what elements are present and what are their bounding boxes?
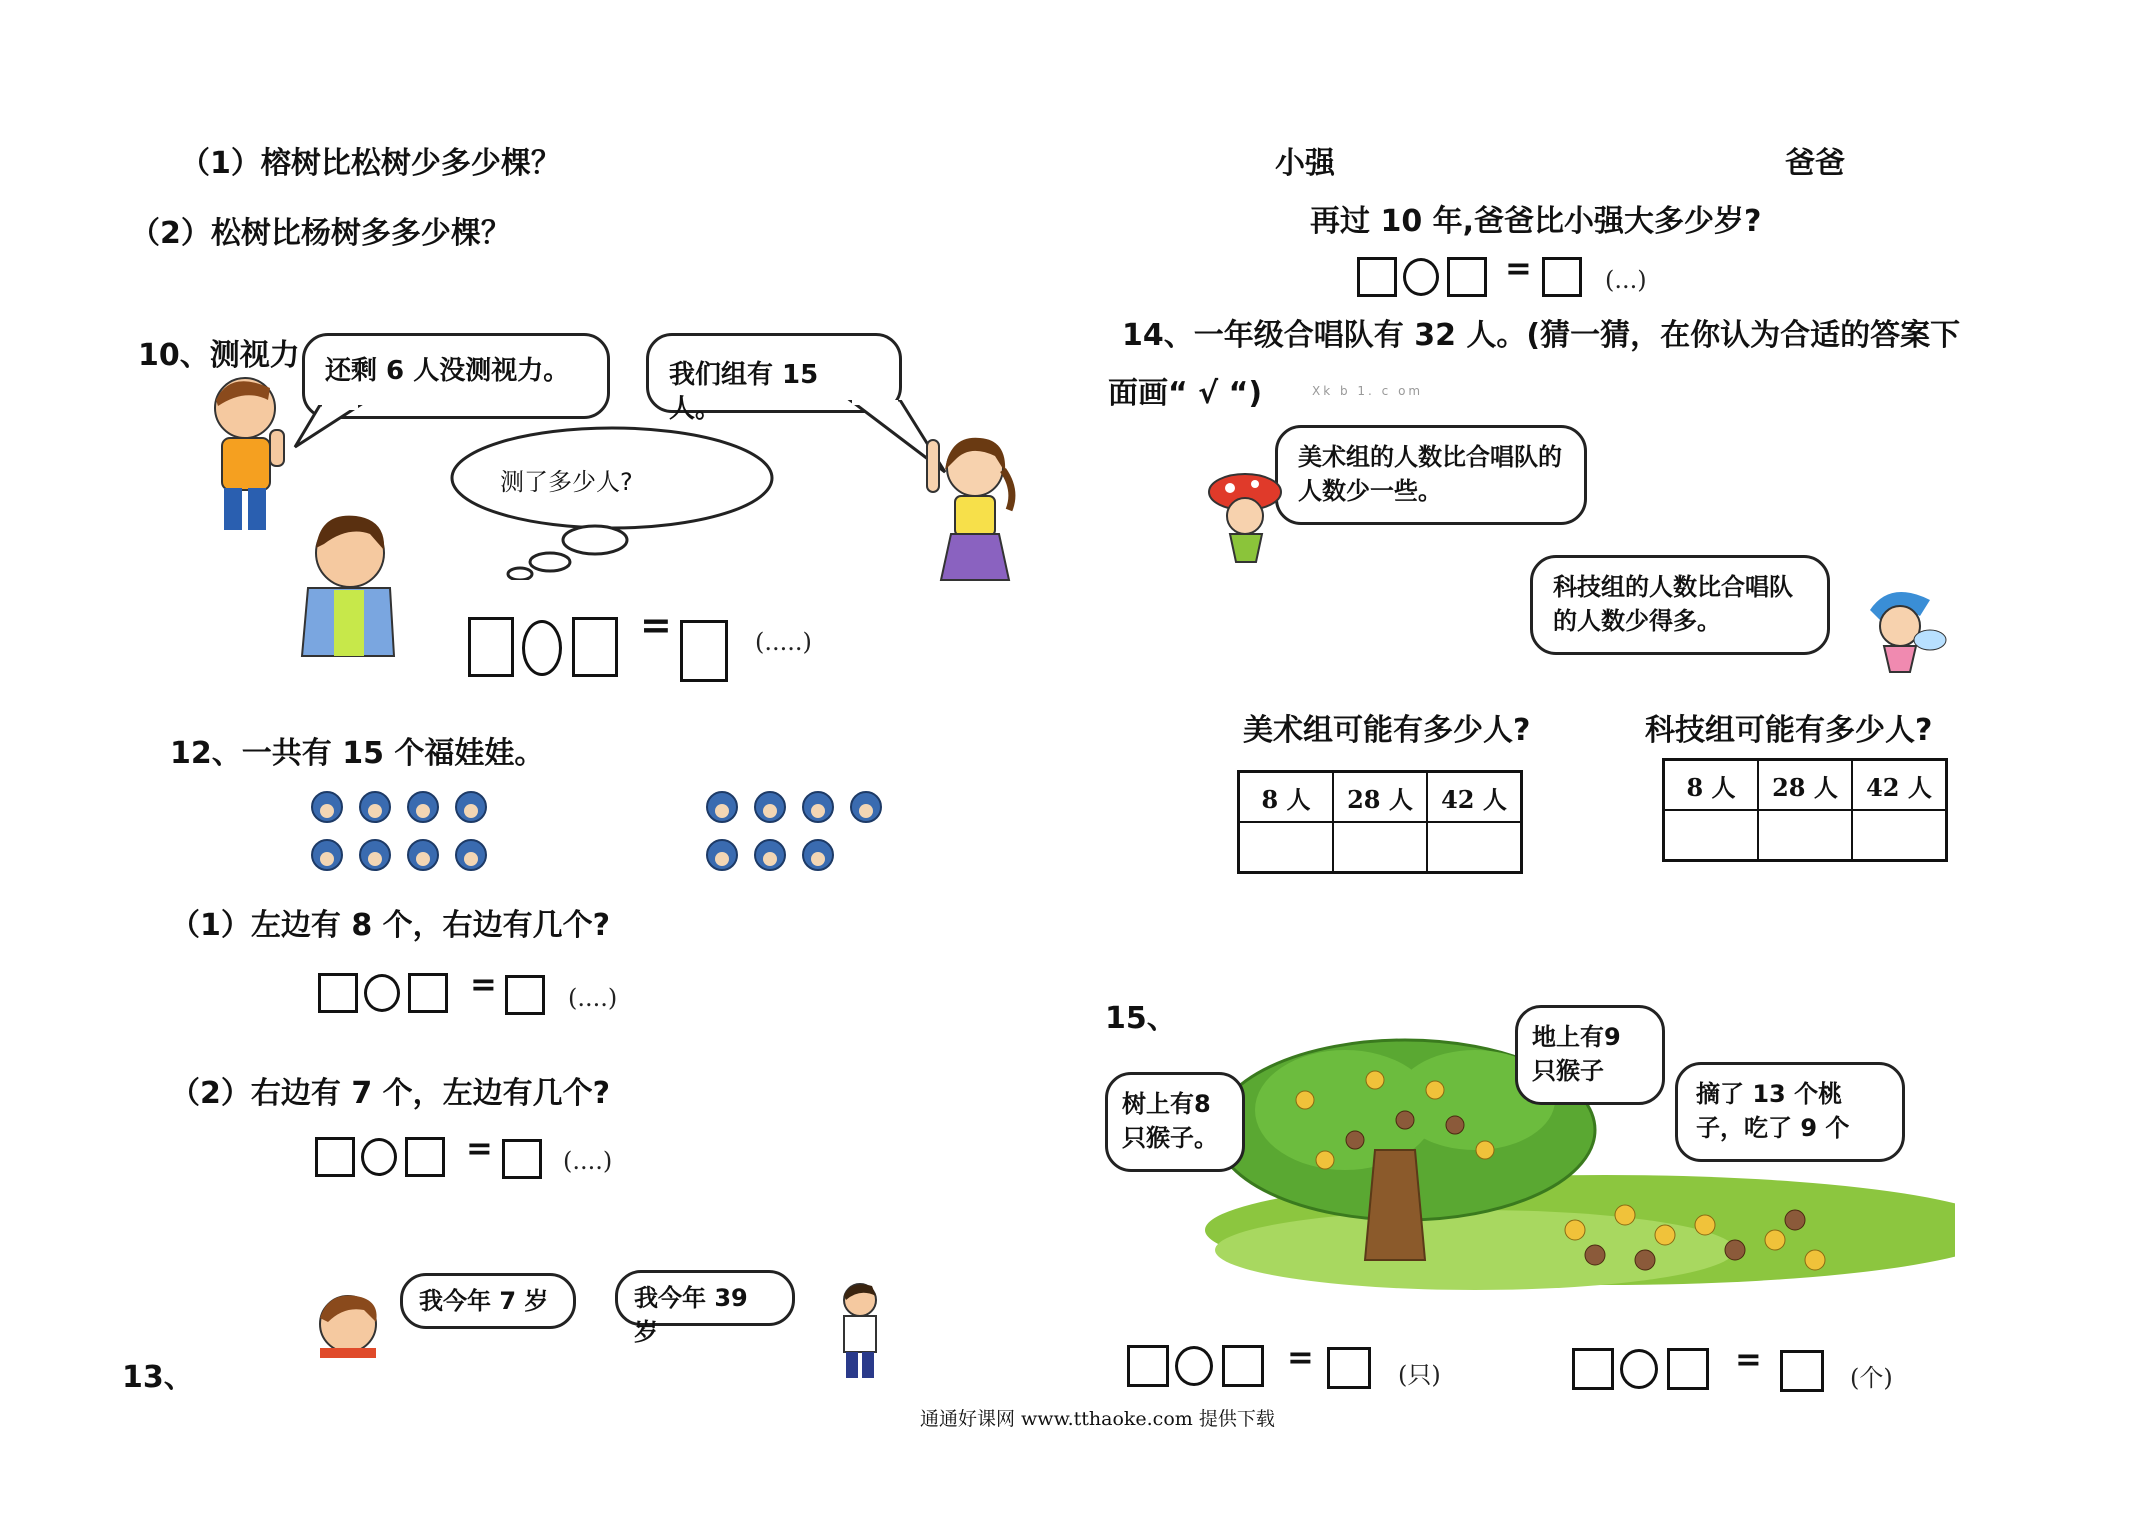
- answer-box[interactable]: [315, 1137, 355, 1177]
- equals-sign: =: [470, 965, 497, 1003]
- unit-blank[interactable]: (.....): [755, 628, 812, 656]
- option-28: 28 人: [1333, 772, 1427, 823]
- unit-blank[interactable]: (....): [568, 984, 618, 1012]
- speech-bubble-art-text: 美术组的人数比合唱队的人数少一些。: [1298, 443, 1562, 505]
- answer-box[interactable]: [468, 617, 514, 677]
- tech-options-table: [1662, 758, 1948, 862]
- doll-group-left: [305, 785, 505, 885]
- answer-box[interactable]: [572, 617, 618, 677]
- child-icon: [308, 1288, 388, 1358]
- doll-group-right: [700, 785, 900, 885]
- girl-icon: [925, 430, 1025, 590]
- speech-bubble-father-text: 我今年 39 岁: [634, 1284, 748, 1346]
- speech-bubble-tech-text: 科技组的人数比合唱队的人数少得多。: [1553, 573, 1793, 635]
- check-cell-42[interactable]: [1852, 810, 1947, 861]
- speech-bubble-group-text: 我们组有 15 人。: [669, 360, 819, 424]
- label-xiaoqiang: 小强: [1275, 146, 1335, 181]
- speech-bubble-art: [1275, 425, 1587, 525]
- question-tech: 科技组可能有多少人?: [1645, 713, 1933, 748]
- answer-box[interactable]: [1127, 1345, 1169, 1387]
- operator-oval[interactable]: [364, 974, 400, 1012]
- speech-bubble-tree: [1105, 1072, 1245, 1172]
- check-cell-28[interactable]: [1333, 822, 1427, 873]
- speech-bubble-peach-text: 摘了 13 个桃子，吃了 9 个: [1696, 1080, 1850, 1142]
- speech-bubble-tree-text: 树上有8 只猴子。: [1122, 1090, 1218, 1152]
- check-cell-8[interactable]: [1664, 810, 1759, 861]
- operator-oval[interactable]: [361, 1138, 397, 1176]
- equals-sign: =: [1287, 1338, 1314, 1376]
- thinking-boy-icon: [298, 508, 398, 658]
- question-banyan: （1）榕树比松树少多少棵？: [180, 146, 561, 181]
- answer-box[interactable]: [1447, 257, 1487, 297]
- equals-sign: =: [1505, 249, 1532, 287]
- question-12-title: 12、一共有 15 个福娃娃。: [170, 736, 545, 771]
- check-cell-8[interactable]: [1239, 822, 1334, 873]
- equals-sign: =: [640, 603, 672, 647]
- answer-box[interactable]: [1667, 1348, 1709, 1390]
- speech-bubble-ground: [1515, 1005, 1665, 1105]
- option-42: 42 人: [1427, 772, 1522, 823]
- speech-bubble-child-text: 我今年 7 岁: [419, 1287, 549, 1315]
- speech-bubble-ground-text: 地上有9 只猴子: [1532, 1023, 1621, 1085]
- question-12-1: （1）左边有 8 个，右边有几个?: [170, 908, 611, 943]
- result-box[interactable]: [1327, 1347, 1371, 1389]
- question-13-text: 再过 10 年,爸爸比小强大多少岁?: [1310, 204, 1762, 239]
- question-13-number: 13、: [122, 1360, 194, 1395]
- question-10-title: 10、测视力: [138, 338, 300, 373]
- speech-bubble-tech: [1530, 555, 1830, 655]
- operator-oval[interactable]: [522, 620, 562, 676]
- speech-bubble-peach: [1675, 1062, 1905, 1162]
- answer-box[interactable]: [1222, 1345, 1264, 1387]
- operator-oval[interactable]: [1403, 258, 1439, 296]
- speech-bubble-father: [615, 1270, 795, 1346]
- father-icon: [820, 1280, 900, 1380]
- question-15-number: 15、: [1105, 1001, 1177, 1036]
- thought-cloud-icon: [440, 420, 780, 580]
- operator-oval[interactable]: [1175, 1346, 1213, 1386]
- fairy-mushroom-icon: [1200, 470, 1290, 570]
- answer-box[interactable]: [318, 973, 358, 1013]
- answer-box[interactable]: [405, 1137, 445, 1177]
- unit-blank[interactable]: (...): [1605, 266, 1647, 294]
- footer-credit: 通通好课网 www.tthaoke.com 提供下载: [920, 1408, 1275, 1430]
- option-28: 28 人: [1758, 760, 1852, 811]
- question-14-line2: 面画“ √ “): [1108, 376, 1263, 411]
- art-options-table: [1237, 770, 1523, 874]
- speech-bubble-remaining-text: 还剩 6 人没测视力。: [325, 356, 570, 386]
- answer-box[interactable]: [1357, 257, 1397, 297]
- check-cell-28[interactable]: [1758, 810, 1852, 861]
- label-baba: 爸爸: [1785, 146, 1845, 181]
- thought-cloud-text: 测了多少人?: [500, 468, 633, 496]
- question-pine: （2）松树比杨树多多少棵？: [130, 216, 511, 251]
- question-12-2: （2）右边有 7 个，左边有几个?: [170, 1076, 611, 1111]
- question-art: 美术组可能有多少人?: [1243, 713, 1531, 748]
- equals-sign: =: [1735, 1340, 1762, 1378]
- unit-blank[interactable]: (....): [563, 1147, 613, 1175]
- check-cell-42[interactable]: [1427, 822, 1522, 873]
- unit-blank[interactable]: (只): [1398, 1361, 1441, 1389]
- bubble-tail-left: [290, 405, 370, 455]
- unit-blank[interactable]: (个): [1850, 1364, 1893, 1392]
- result-box[interactable]: [1542, 257, 1582, 297]
- equals-sign: =: [466, 1129, 493, 1167]
- option-8: 8 人: [1664, 760, 1759, 811]
- result-box[interactable]: [502, 1139, 542, 1179]
- boy-waving-icon: [200, 370, 300, 535]
- speech-bubble-child: [400, 1273, 576, 1329]
- answer-box[interactable]: [1572, 1348, 1614, 1390]
- operator-oval[interactable]: [1620, 1349, 1658, 1389]
- question-14-line1: 14、一年级合唱队有 32 人。(猜一猜，在你认为合适的答案下: [1122, 318, 1961, 353]
- watermark-text: Xk b 1. c om: [1312, 384, 1424, 398]
- answer-box[interactable]: [408, 973, 448, 1013]
- result-box[interactable]: [1780, 1350, 1824, 1392]
- result-box[interactable]: [505, 975, 545, 1015]
- fairy-blue-hair-icon: [1850, 580, 1950, 680]
- option-42: 42 人: [1852, 760, 1947, 811]
- result-box[interactable]: [680, 620, 728, 682]
- option-8: 8 人: [1239, 772, 1334, 823]
